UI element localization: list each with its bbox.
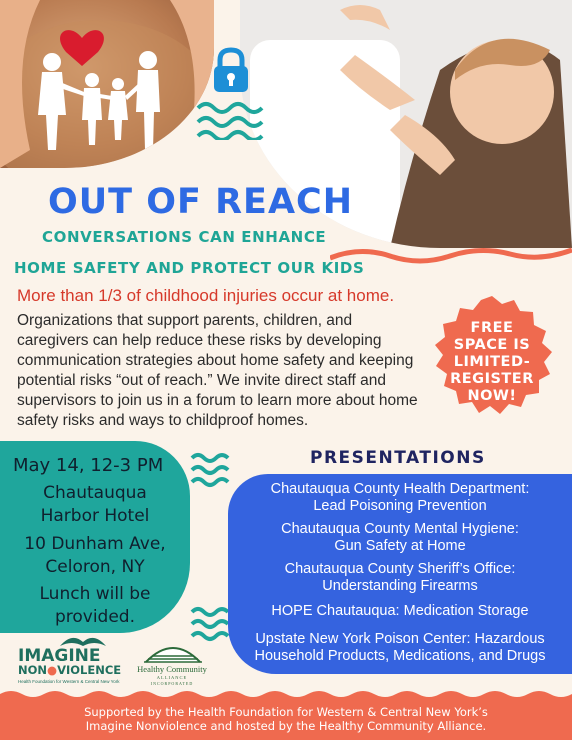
presentation-item [232,481,568,515]
presentation-line: Chautauqua County Mental Hygiene: [281,521,519,537]
badge-line: SPACE IS [453,337,531,353]
register-badge-text[interactable] [428,320,556,405]
presentation-item [232,603,568,620]
subtitle-line-2: HOME SAFETY AND PROTECT OUR KIDS [14,259,365,277]
badge-line: LIMITED- [453,354,531,370]
hca-logo-inc: INCORPORATED [150,681,194,686]
event-lunch-line: provided. [54,607,136,627]
badge-line: FREE [470,320,514,336]
presentation-line: HOPE Chautauqua: Medication Storage [271,603,529,619]
hca-logo-sub: ALLIANCE [156,675,188,680]
presentation-item [232,561,568,595]
badge-line: REGISTER [450,371,534,387]
presentations-heading: PRESENTATIONS [310,448,486,468]
subtitle-line-1: CONVERSATIONS CAN ENHANCE [42,228,327,246]
event-lunch-line: Lunch will be [39,584,151,604]
event-address-line: 10 Dunham Ave, [24,534,166,554]
presentation-line: Chautauqua County Health Department: [270,481,530,497]
footer-credit [0,705,572,733]
imagine-non: NON [18,663,48,677]
padlock-icon [210,46,252,96]
family-photo [0,0,214,168]
wave-decoration-icon [196,100,266,140]
presentation-item [232,521,568,555]
event-venue-line: Chautauqua [43,483,147,503]
presentation-line: Gun Safety at Home [334,538,466,554]
presentation-line: Upstate New York Poison Center: Hazardous [255,631,545,647]
healthy-community-logo-icon [138,640,208,666]
badge-line: NOW! [467,388,517,404]
imagine-logo-subtitle: Health Foundation for Western & Central New York [18,679,120,684]
event-venue-line: Harbor Hotel [40,506,150,526]
event-date-time: May 14, 12-3 PM [13,455,164,476]
injury-statistic: More than 1/3 of childhood injuries occur at home. [17,286,395,305]
imagine-logo-word: IMAGINE [18,646,101,666]
footer-line: Imagine Nonviolence and hosted by the Healthy Community Alliance. [85,719,487,733]
intro-paragraph: Organizations that support parents, children, and caregivers can help reduce these risks by developing communication strategies about home safety and keeping potential risks “out of reach.” We invite direct staff and supervisors to join us in a forum to learn more about home safety risks and ways to childproof homes. [17,312,418,429]
footer-line: Supported by the Health Foundation for Western & Central New York’s [84,705,488,719]
hca-logo-name: Healthy Community [137,664,207,674]
event-address-line: Celoron, NY [45,557,145,577]
presentation-line: Chautauqua County Sheriff’s Office: [284,561,516,577]
wave-decoration-icon [330,246,572,266]
wave-decoration-icon [190,452,236,488]
presentation-line: Lead Poisoning Prevention [313,498,487,514]
family-cutout-icon [0,0,214,168]
flyer-title: OUT OF REACH [48,182,354,222]
presentation-item [232,631,568,665]
imagine-violence: VIOLENCE [57,663,122,677]
imagine-logo-word: NON●VIOLENCE [18,663,122,677]
presentation-line: Understanding Firearms [322,578,478,594]
presentation-line: Household Products, Medications, and Drugs [254,648,546,664]
